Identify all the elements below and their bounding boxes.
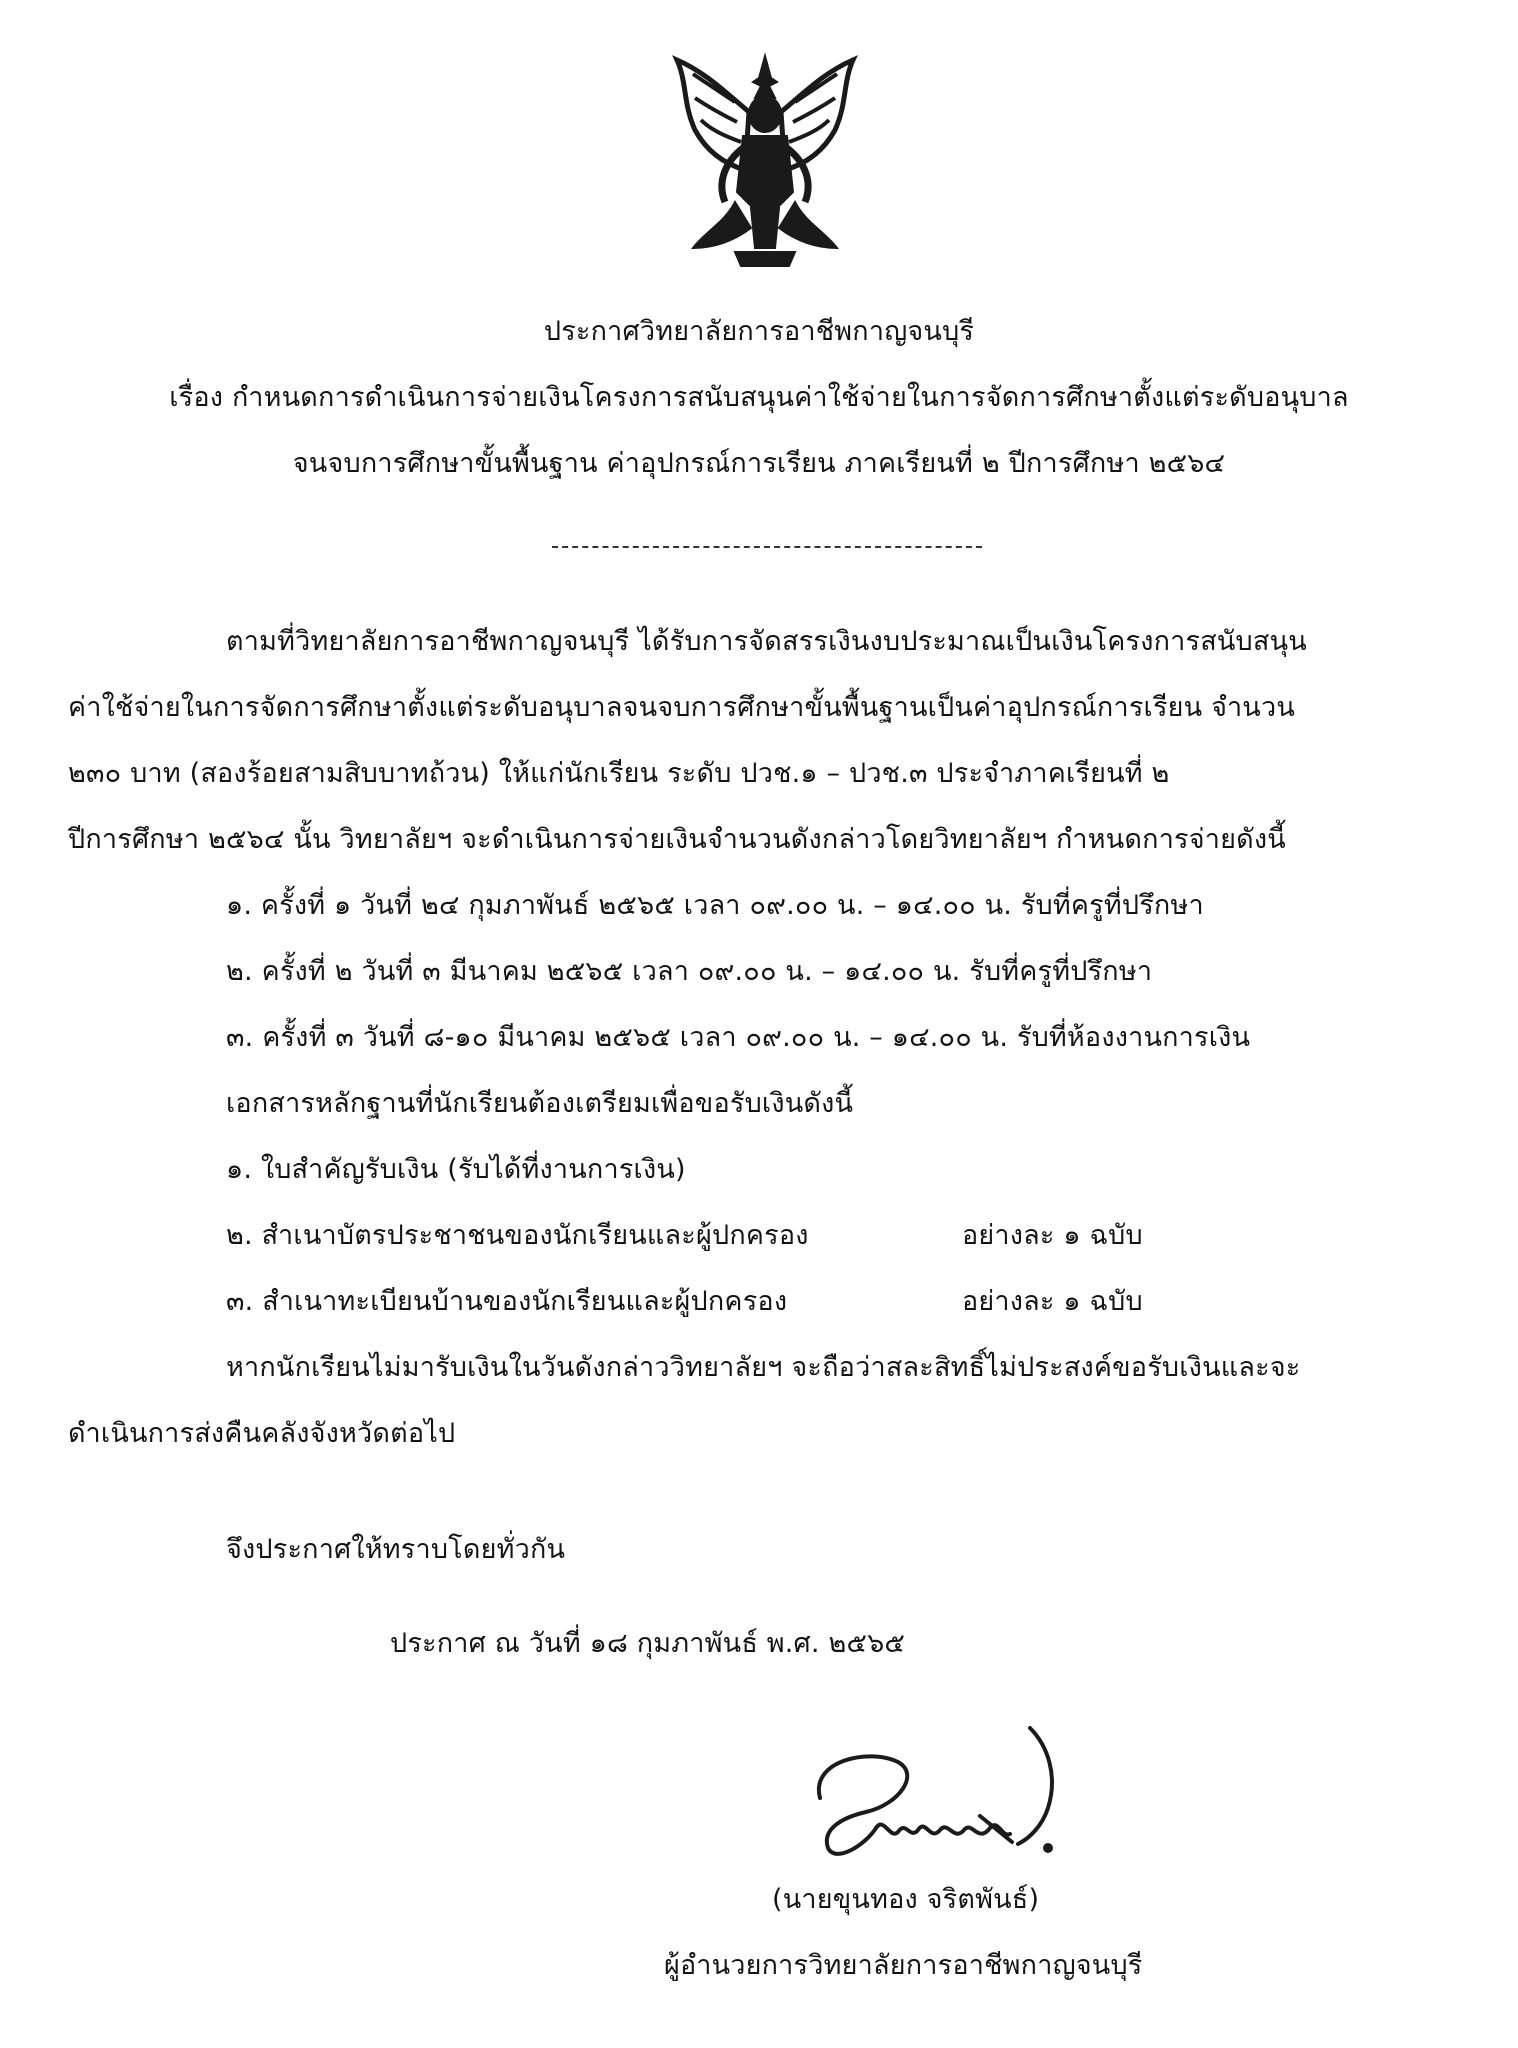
para1-line-1: ตามที่วิทยาลัยการอาชีพกาญจนบุรี ได้รับการจัดสรรเงินงบประมาณเป็นเงินโครงการสนับสนุน (226, 626, 1307, 657)
para1-line-3: ๒๓๐ บาท (สองร้อยสามสิบบาทถ้วน) ให้แก่นักเรียน ระดับ ปวช.๑ – ปวช.๓ ประจำภาคเรียนที่ ๒ (68, 758, 1170, 789)
signer-name: (นายขุนทอง จริตพันธ์) (772, 1884, 1040, 1915)
closing-statement: จึงประกาศให้ทราบโดยทั่วกัน (226, 1534, 566, 1565)
subject-line-1: เรื่อง กำหนดการดำเนินการจ่ายเงินโครงการสนับสนุนค่าใช้จ่ายในการจัดการศึกษาตั้งแต่ระดับอนุบาล (169, 382, 1349, 413)
signature (780, 1720, 1100, 1880)
document-item-3: ๓. สำเนาทะเบียนบ้านของนักเรียนและผู้ปกครอง (226, 1286, 788, 1317)
signer-position: ผู้อำนวยการวิทยาลัยการอาชีพกาญจนบุรี (664, 1950, 1143, 1981)
document-qty-3: อย่างละ ๑ ฉบับ (962, 1286, 1143, 1317)
announcement-title: ประกาศวิทยาลัยการอาชีพกาญจนบุรี (543, 316, 975, 347)
schedule-item-3: ๓. ครั้งที่ ๓ วันที่ ๘-๑๐ มีนาคม ๒๕๖๕ เวลา ๐๙.๐๐ น. – ๑๔.๐๐ น. รับที่ห้องงานการเงิน (226, 1022, 1251, 1053)
title-divider (552, 546, 982, 548)
para1-line-4: ปีการศึกษา ๒๕๖๔ นั้น วิทยาลัยฯ จะดำเนินการจ่ายเงินจำนวนดังกล่าวโดยวิทยาลัยฯ กำหนดการจ่ายดังนี้ (68, 824, 1286, 855)
schedule-item-2: ๒. ครั้งที่ ๒ วันที่ ๓ มีนาคม ๒๕๖๕ เวลา ๐๙.๐๐ น. – ๑๔.๐๐ น. รับที่ครูที่ปรึกษา (226, 956, 1153, 987)
document-qty-2: อย่างละ ๑ ฉบับ (962, 1220, 1143, 1251)
document-item-2: ๒. สำเนาบัตรประชาชนของนักเรียนและผู้ปกครอง (226, 1220, 809, 1251)
document-item-1: ๑. ใบสำคัญรับเงิน (รับได้ที่งานการเงิน) (226, 1154, 686, 1185)
para1-line-2: ค่าใช้จ่ายในการจัดการศึกษาตั้งแต่ระดับอนุบาลจนจบการศึกษาขั้นพื้นฐานเป็นค่าอุปกรณ์การเรียน จำนวน (68, 692, 1295, 723)
announced-date: ประกาศ ณ วันที่ ๑๘ กุมภาพันธ์ พ.ศ. ๒๕๖๕ (390, 1628, 906, 1659)
subject-line-2: จนจบการศึกษาขั้นพื้นฐาน ค่าอุปกรณ์การเรียน ภาคเรียนที่ ๒ ปีการศึกษา ๒๕๖๔ (292, 448, 1226, 479)
note-line-1: หากนักเรียนไม่มารับเงินในวันดังกล่าววิทยาลัยฯ จะถือว่าสละสิทธิ์ไม่ประสงค์ขอรับเงินและจะ (226, 1352, 1301, 1383)
note-line-2: ดำเนินการส่งคืนคลังจังหวัดต่อไป (68, 1418, 456, 1449)
documents-heading: เอกสารหลักฐานที่นักเรียนต้องเตรียมเพื่อขอรับเงินดังนี้ (226, 1088, 854, 1119)
garuda-emblem-icon (665, 52, 865, 274)
schedule-item-1: ๑. ครั้งที่ ๑ วันที่ ๒๔ กุมภาพันธ์ ๒๕๖๕ เวลา ๐๙.๐๐ น. – ๑๔.๐๐ น. รับที่ครูที่ปรึกษา (226, 890, 1204, 921)
